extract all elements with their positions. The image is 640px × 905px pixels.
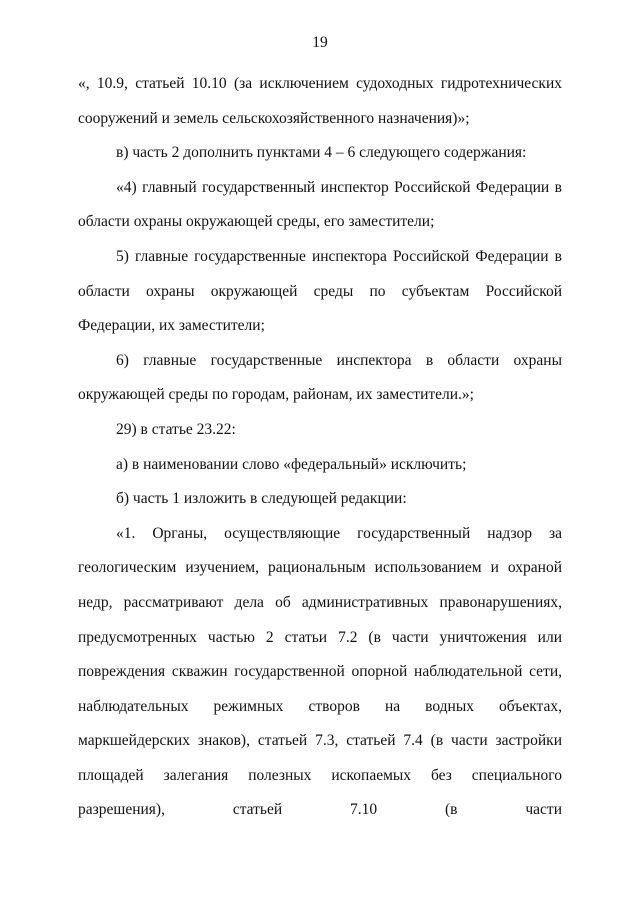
paragraph-new-part-1: «1. Органы, осуществляющие государственный надзор за геологическим изучением, рациональным использованием и охраной недр, рассматривают дела об административных правонарушениях, предусмотренных частью 2 статьи 7.2 (в части уничтожения или повреждения скважин государственной опорной наблюдательной сети, наблюдательных режимных створов на водных объектах, маркшейдерских знаков), статьей 7.3, статьей 7.4 (в части застройки площадей залегания полезных ископаемых без специального разрешения), статьей 7.10 (в части — [78, 524, 562, 819]
paragraph-item-29: 29) в статье 23.22: — [116, 420, 236, 438]
paragraph-point-5: 5) главные государственные инспектора Российской Федерации в области охраны окружающей среды по субъектам Российской Федерации, их заместители; — [78, 247, 562, 335]
paragraph-point-6: 6) главные государственные инспектора в области охраны окружающей среды по городам, районам, их заместители.»; — [78, 351, 562, 404]
paragraph-item-v: в) часть 2 дополнить пунктами 4 – 6 следующего содержания: — [116, 144, 527, 162]
paragraph-point-4: «4) главный государственный инспектор Российской Федерации в области охраны окружающей среды, его заместители; — [78, 178, 562, 231]
page-number: 19 — [312, 34, 328, 51]
paragraph-continuation: «, 10.9, статьей 10.10 (за исключением судоходных гидротехнических сооружений и земель сельскохозяйственного назначения)»; — [78, 75, 562, 127]
paragraph-item-b: б) часть 1 изложить в следующей редакции: — [116, 490, 407, 508]
paragraph-item-a: а) в наименовании слово «федеральный» исключить; — [116, 455, 467, 473]
document-body — [78, 67, 562, 828]
